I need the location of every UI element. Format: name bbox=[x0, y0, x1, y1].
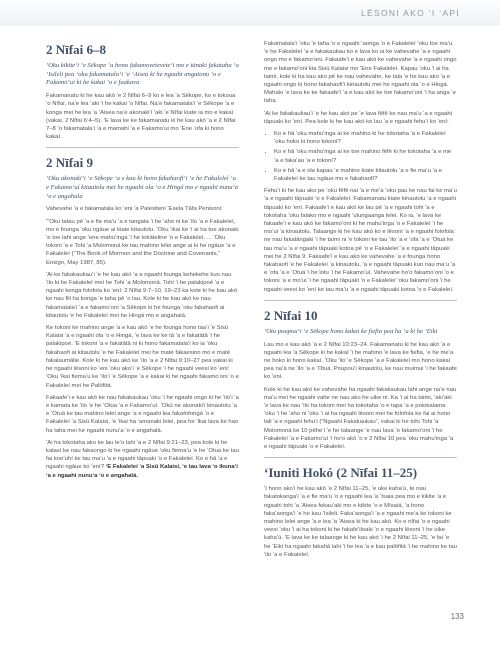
section-divider bbox=[264, 457, 457, 458]
section-title-next-unit: ʻIuniti Hokó (2 Nīfai 11–25) bbox=[264, 465, 418, 481]
list-item: • Ko e hā ʻoku mahuʻinga ai ke mahino ki he tokotaha ʻa e Fakaleleí ʻoku hoko ki hono tokoní? bbox=[274, 130, 457, 146]
paragraph: ʻI hono akoʻi he kau akó ʻe 2 Nīfai 11–25, ʻe uke kahaʻú, te nau fakatokangaʻi ʻa e fie maʻu ʻo e ngaahi lea ʻa ʻIsaia pea mo e kikite ʻa e ngaahi tohi ʻa ʻAisea fekauʻaki mo e kikite ʻo e Mīsaiá, ʻa hono fakaʻaongaʻi ʻe he kau ʻIsileli. Fakaʻaongaʻi ʻa e ngaahi meʻa ke tokoni ke mahino lelei ange ʻa e lea ʻa ʻAisea ki he kau akó. Ko e nīfai ʻo e ngaahi veesi ʻoku ʻi ai ha tokoni ki he fakafeʻiloaki ʻo e ngaahi lēsoni ʻi he uike kahaʻú. ʻE lava ke ke talaange ki he kau akó ʻi he 2 Nīfai 11–25, ʻe fai ʻe he ʻEikí ha ngaahi fakahā lahi ʻi he lea ʻa e kau palōfitá ʻi he mahino ke tau ʻilo ʻa e Fakaleleí. bbox=[264, 486, 457, 558]
paragraph: Vahevahe ʻa e fakamatala ko ʻeni ʻa Palesiteni ʻEsela Tāfa Penisoni: bbox=[46, 206, 223, 213]
section-intro: ʻOtu poupouʻi ʻe Sēkope hono kakai ke fiefia pea ha ʻa ki he ʻEiki bbox=[264, 327, 438, 335]
paragraph: Ke tokoni ke mahino ange ʻa e kau akó ʻe he founga hono taaʻi ʻe Sisū Kalaisi ʻa e ngaahi ola ʻo e Hingá, ʻe lava ke ke tā ʻa e fakatātā ʻi he palakipoé. ʻE tokoni ʻa e fakatātā ni ki hono fakamatalaʻi ko ia ʻoku fakahaofi ai kitautolu ʻe he Fakaleleí mei he maté fakaesino mo e maté fakalaumālie. Kole ki he kau akó ke ʻilo ʻa e 2 Nīfai 9:10–27 pea vakai ki he ngaahi lēsoni ko ʻeni ʻoku akoʻi ʻe Sēkope ʻi he ngaahi veesi ko ʻení: ʻOku ʻikai fiemaʻu ke ʻiloʻi ʻe Sēkope ʻa e kakai ki he ngaahi fakamoʻoni ʻo e Fakaleleí mei he Palōfitá. bbox=[46, 325, 239, 389]
left-column bbox=[46, 42, 239, 484]
list-item: • Ko e hā ʻoku mahuʻinga ai ke toe mahino fēfē ki he tokotaha ʻa e me ʻa e fakaʻau ʻa e tokoní? bbox=[274, 148, 457, 164]
quote-paragraph: “ʻOku tatau pē ʻa e fie maʻu ʻa e tangata ʻi he ʻaho ni ke ʻilo ʻa e Fakaleleí, mo e founga ʻoku ngāue ai kiate kitautolu. ʻOku ʻikai ke ʻi ai ha toe akonaki ʻe toe lahi ange ʻene mahuʻingá ʻi he tokāteline ʻo e Fakaleleí. ... ʻOku tokoni ʻa e Tohi ʻa Molomoná ke tau mahino lelei ange ai ki he ngāue ʻa e Fakaleleí (“The Book of Mormon and the Doctrine and Covenants,” Ensign, May 1987, 85). bbox=[46, 218, 239, 266]
question-list bbox=[264, 130, 457, 183]
list-item: • Ko e hā ʻa e ola kapau ʻe mahino kiate kitautolu ʻa e fie maʻu ʻa e Fakaleleí ke tau ngāue mo e fakahaofí? bbox=[274, 167, 457, 183]
paragraph bbox=[46, 439, 239, 480]
paragraph-text: ʻAi ha tokotaha ako ke lau leʻo lahi ʻa e 2 Nīfai 9:21–23, pea kole ki he kalasí ke nau fakaongo ki he ngaahi ngāue ʻoku fiemaʻu ʻe he ʻOtua ke tau fai koeʻuhí ke tau maʻu ʻa e ngaahi tāpuaki ʻo e Fakaleleí. Ko e hā ʻa e ngaahi ngāue ko ʻení? bbox=[46, 439, 239, 471]
paragraph: Fakamatalaʻi ʻoku ʻe taha ʻo e ngaahi ʻaonga ʻo e Fakaleleí ʻoku toe maʻu ʻe he Fakaleleí ʻa e fakakaukau ko e lava ko ia ke vahevahe ʻa e ngaahi ongo mo e fakamoʻoni. Fakaafeʻi e kau akó ke vahevahe ʻa e ngaahi ongo mo e fakamoʻoni kia Sisū Kalaisi mo ʻEne Fakaleleí. Kapau ʻoku ʻi ai ha taimi, kole ki ha kau ako pē ke nau vahevahe, ke tala ʻe he kau ako ʻa e ngaahi ongo ki hono fakahaofiʻi kinautolu mei he ngaahi ola ʻo e Hingá. Mahalo ʻe lava ke ke fakaafeʻi ʻa e kau akó ke toe fakamoʻoni ʻi ha anga ʻe taha. bbox=[264, 41, 457, 105]
section-title-2-nephi-9: 2 Nīfai 9 bbox=[46, 155, 93, 171]
section-title-2-nephi-10: 2 Nīfai 10 bbox=[264, 307, 318, 323]
paragraph: Fakaafeʻi e kau akó ke nau fakakaukau ʻoku ʻi he ngaahi ongo ki he ʻiloʻi ʻa e kamata ke ʻilo ʻe he ʻOtua ʻa e Fakamoʻuí. ʻOkú ne akonakiʻi kinautolu ʻa e ʻOtuá ke tau mahino lelei ange ʻa e ngaahi lea fakafofongá ʻo e Fakaleleí ʻa Sisū Kalaisi, ʻe ʻikai ha ʻamanaki lelei, pea he ʻikai lava ke hao ha taha mei he ngaahi nunuʻa ʻo e angahalá. bbox=[46, 394, 239, 434]
paragraph: ʻAi ke fakakaukauʻi ʻe he kau akó pe ʻe lava fēfē ke nau maʻu ʻa e ngaahi tāpuaki ko ʻení. Pea kole ki he kau akó ke lau ʻa e ngaahi fehuʻi ko ʻení: bbox=[264, 110, 452, 125]
paragraph: Lau mo e kau akó ʻa e 2 Nīfai 10:23–24. Fakamanatu ki he kau akó ʻa e ngaahi lea ʻa Sēkope ki he kakaí ʻi he mahino ʻe lava ke fiefia, ʻe he meʻa ne hoko ki hono kakaí. ʻOku ʻilo ʻe Sēkope ʻa e Fakaleleí mo hono kakaí pea naʻá ne ʻilo ʻa e ʻOtuá. Poupouʻi kinautolu, ke nau muimui ʻi he fakaafe ko ʻení. bbox=[264, 341, 457, 381]
section-intro: ʻOku akonakiʻi ʻe Sēkope ʻa e kau ki hono fakahaofiʻi ʻe he Fakaleleí ʻa e Fakamoʻuí kitautolu mei he ngaahi ola ʻo e Hingá mo e ngaahi nunuʻa ʻo e angahala bbox=[46, 175, 239, 200]
header-bar bbox=[0, 0, 500, 26]
section-intro: ʻOku kikiteʻi ʻe Sēkope ʻa hono fakamoveteveteʻi mo e tānaki fakataha ʻo ʻIsileli pea ʻoku fakamatalaʻi ʻe ʻAisea ki he ngaahi angatonu ʻo e Fakamoʻui ki he kakai ʻo e fuakava bbox=[46, 62, 239, 87]
paragraph: ʻAi ke fakakaukauʻi ʻe he kau akó ʻa e ngaahi founga kehekehe kuo nau ʻilo ki he Fakaleleí mei he Tohi ʻa Molomoná. Tohi ʻi he palakipoé ʻa e ngaahi konga folofola ko ʻení: 2 Nīfai 9:7–10, 19–23 ka kole ki he kau akó ke nau fili ha konga ʻe taha pē ʻo lau. Kole ki he kau akó ke nau fakamatalaʻi ʻa e fakamoʻoni ʻa Sēkope ki he founga ʻoku fakahaofi ai kitautolu ʻe he Fakaleleí mei he Hingá mo e angahalá. bbox=[46, 271, 238, 319]
paragraph: Fakamanatu ki he kau akó ʻe 2 Nīfai 6–9 ko e lea ʻa Sēkope, ko e tokoua ʻo Nīfaí, naʻe lea ʻaki ʻi he kakai ʻo Nīfai. Naʻe fakamatalaʻi ʻe Sēkope ʻa e konga mei he lea ʻa ʻAisea naʻe akonakiʻi ʻaki ʻe Nīfai kiate ia mo e kakaí (vakai, 2 Nīfai 6:4–5). ʻE lava ke ke fakamanatu ki he kau akó ʻa e 2 Nīfai 7–8 ʻo fakamatalaʻi ʻa e mamahi ʻa e Fakamoʻui mo ʻEne ʻofa ki hono kakaí. bbox=[46, 93, 236, 141]
key-doctrine-text: ʻE Fakaleleí ʻa Sisū Kalaisí, ʻe tau lava ʻo ikunaʻi ʻa e ngaahi nunuʻa ʻo e angahalá. bbox=[46, 464, 238, 479]
lesson-header-title: LĒSONI AKO ʻI ʻAPI bbox=[361, 8, 460, 18]
section-divider bbox=[46, 147, 239, 148]
page-number: 133 bbox=[450, 612, 464, 621]
section-title-2-nephi-6-8: 2 Nīfai 6–8 bbox=[46, 42, 106, 57]
paragraph: Fehuʻi ki he kau ako pe ʻoku fēfē nai ʻa e meʻa ʻoku pau ke nau fai ke maʻu ʻa e ngaahi tāpuaki ʻo e Fakaleleí. Fakamanatu kiate kinautolu ʻa e ngaahi tāpuaki ko ʻení. Fakaafeʻi e kau akó ke lau pē ʻa e ngaahi tohi ʻa e tokotaha ʻoku faiako mo e ngaahi ʻulungaanga lelei. Ko ia, ʻe lava ke fakaafeʻi e kau akó ke fakamoʻoni ki he mahuʻinga ʻo e Fakaleleí ʻi he moʻui ʻa kinautolu. Talaange ki he kau akó ko e lēsoni ʻa e ngaahi folofola ne nau fakalāngaki ʻi he taimi ni ʻe tokoni ke tau ʻilo ʻa e ʻofa ʻa e ʻOtuá ke tau maʻu ʻa e ngaahi tāpuaki kotoa pē ʻo e Fakaleleí ʻa e ngaahi tāpuaki mei he 2 Nīfai 9. Fakaafeʻi e kau akó ke vahevahe ʻa e founga hono fakahaofi ʻe he Fakaleleí ʻa kinautolu, ʻa e ngaahi tāpuaki kuo nau maʻu ʻa e ʻofa ʻa e ʻOtuá ʻi he lotu ʻi he Fakamoʻuí. Vahevahe hoʻo fakamoʻoni ʻo e tokoni ʻa e moʻui ʻi he ngaahi tāpuaki ʻo e Fakaleleí ʻoku fakamoʻoni ʻi he ngaahi veesi ko ʻení ke tau maʻu ʻa e ngaahi tāpuaki kotoa ʻo e Fakaleleí. bbox=[264, 188, 457, 293]
paragraph: Kole ki he kau akó ke vahevahe ha ngaahi fakakaukau lahi ange naʻe nau maʻu mei he ngaahi vahe ne nau ako he uike ni. Ka ʻi ai ha taimi, ʻakiʻaki ʻe lava ke nau ʻilo ha tokoni mei ha tokotaha ʻo e tapa ʻa e polokalama ʻoku ʻi he ʻaho ni ʻoku ʻi ai ha ngaahi lēsoni mei he folofola ke fai ai hono tali ʻa e ngaahi fehuʻi (“Ngaahi Fakakaukau”, vakai ki he tohi Tohi ʻa Molomoná ke 10 pēheʻi ʻe he talaange ʻe nau lava ʻo fakamoʻoni ʻi he Fakaleleí ʻa e Fakamoʻuí ʻi hoʻo akó ʻo e 2 Nīfai 10 pea ʻoku mahuʻinga ʻa e ngaahi tāpuaki ʻo e Fakaleleí. bbox=[264, 386, 457, 451]
section-divider bbox=[264, 300, 457, 301]
right-column bbox=[264, 40, 457, 563]
